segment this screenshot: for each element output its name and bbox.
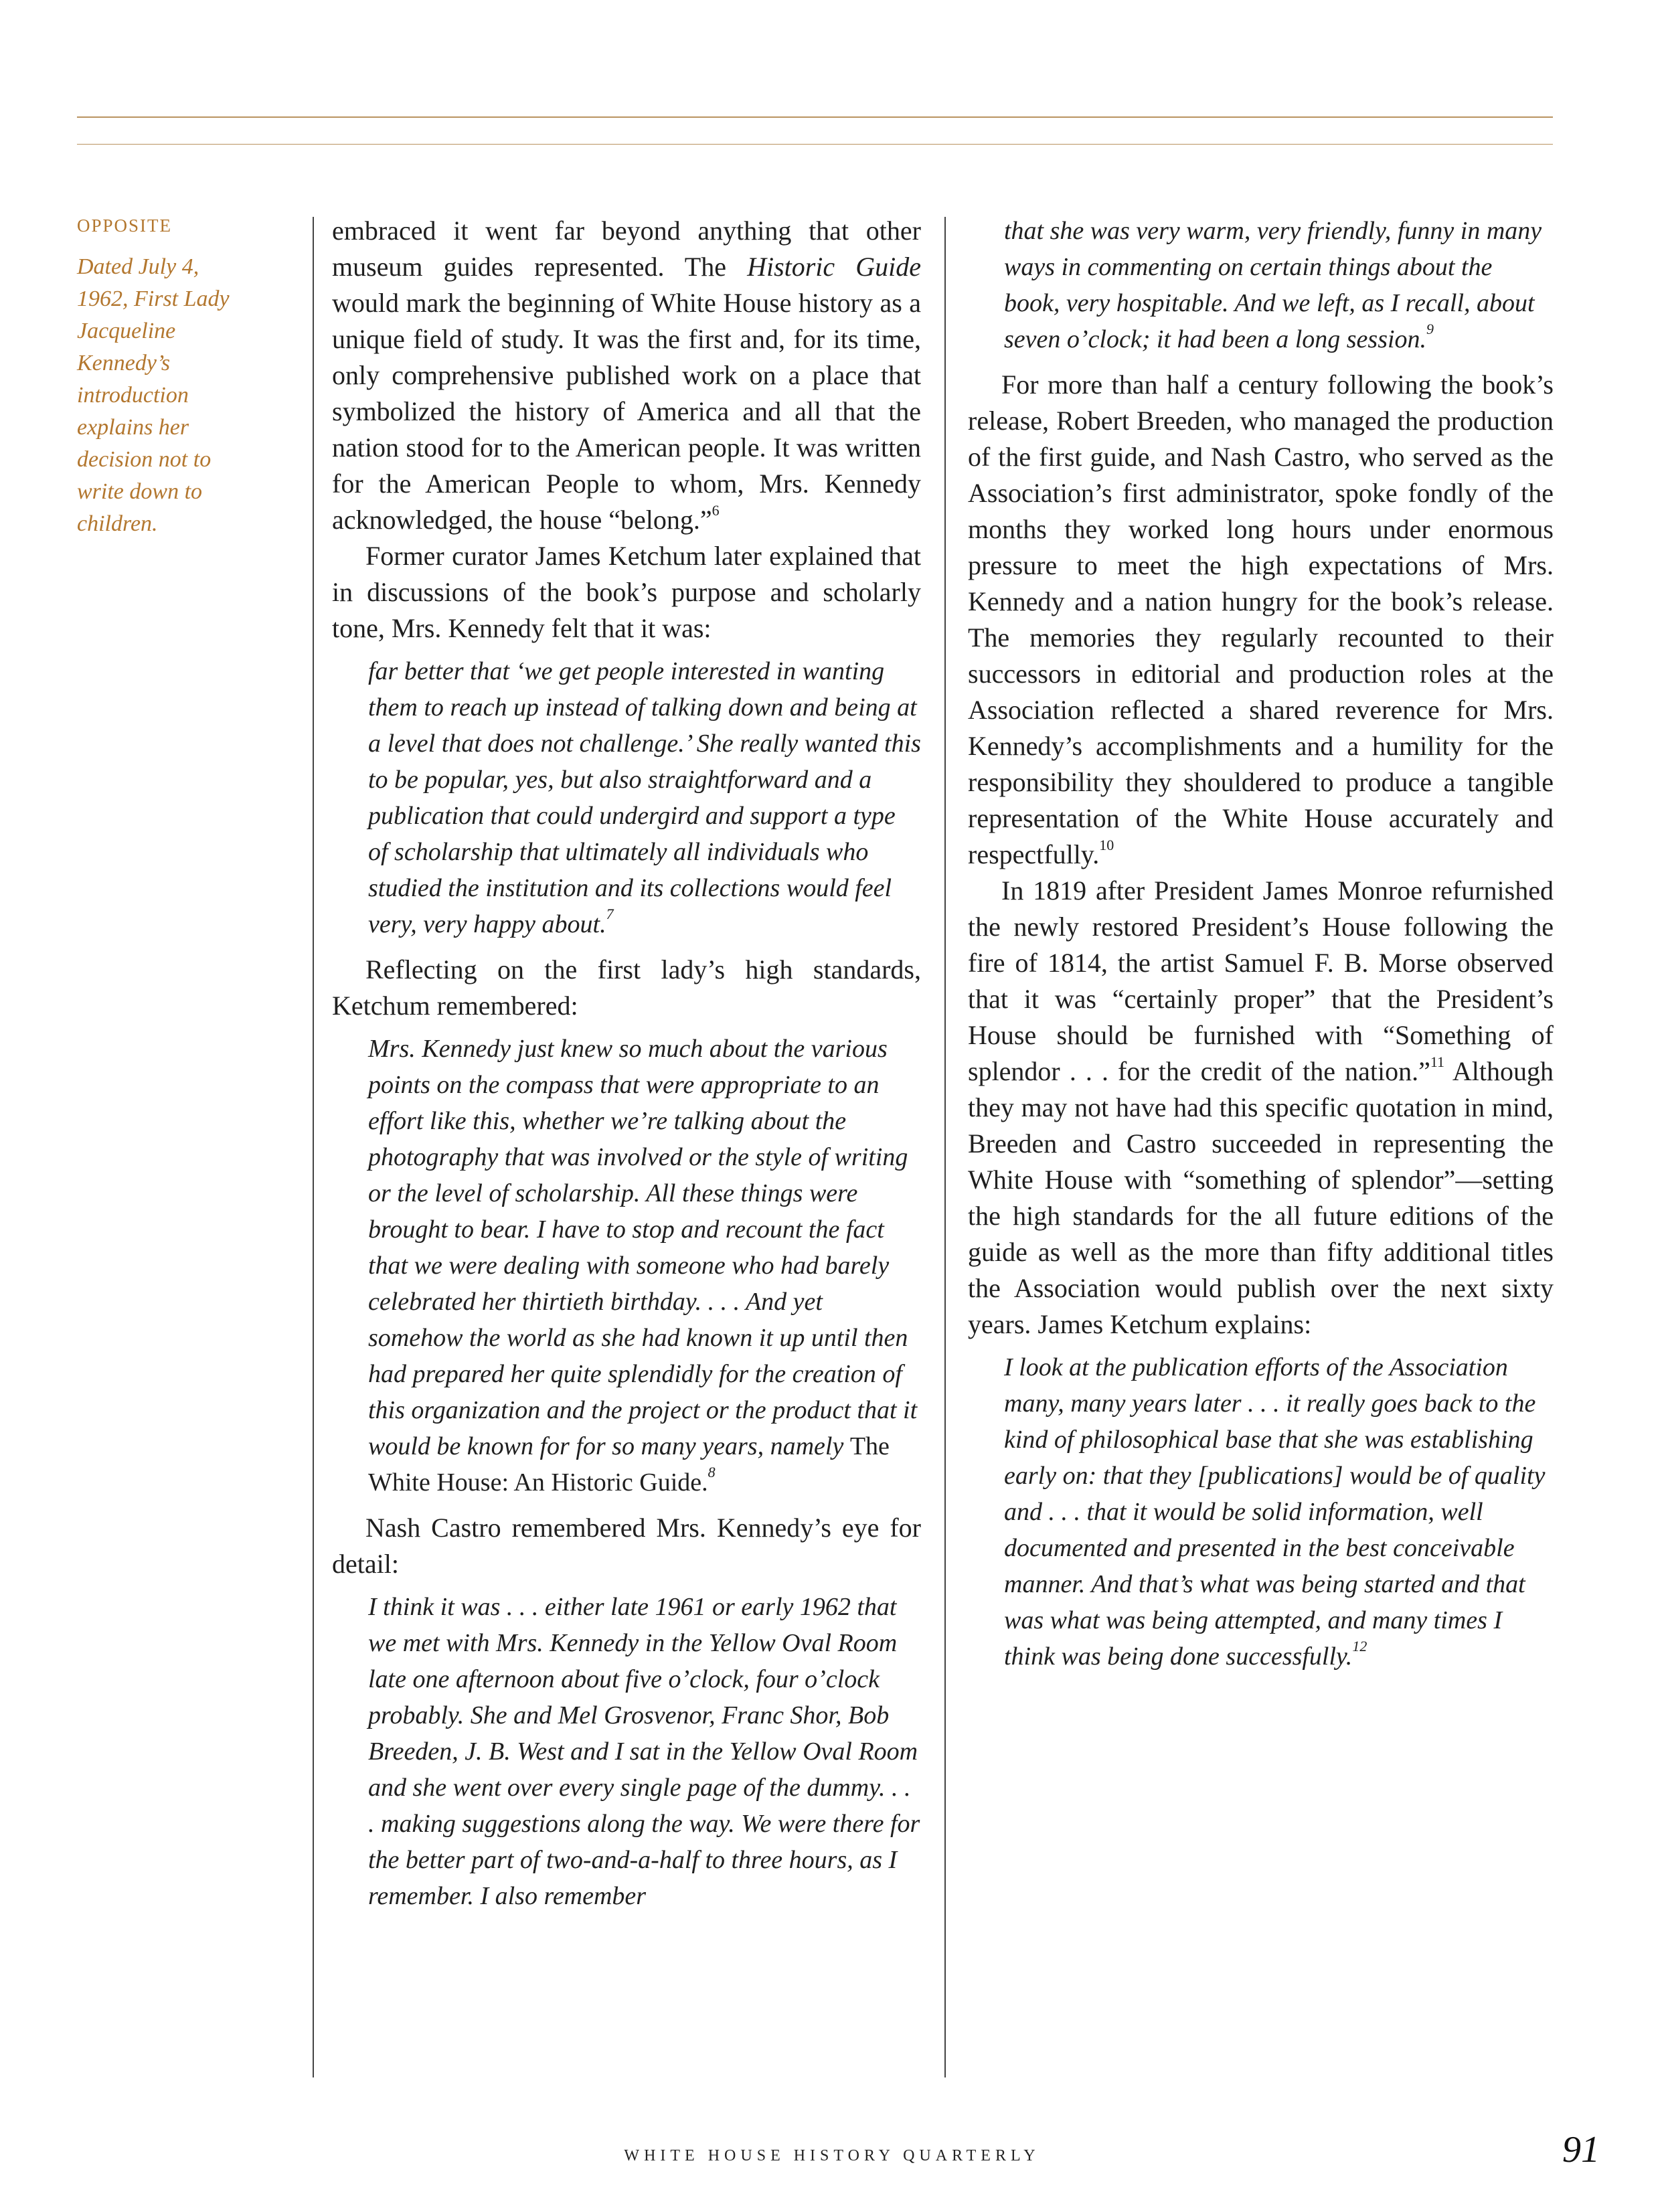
paragraph xyxy=(968,367,1554,873)
paragraph-text: Although they may not have had this specific quotation in mind, Breeden and Castro succeeded in representing the White House with “something of splendor”—setting the high standards for the all future editions of the guide as well as the more than fifty additional titles the Association would publish over the next sixty years. James Ketchum explains: xyxy=(968,1056,1554,1339)
footnote-ref: 8 xyxy=(708,1464,716,1481)
block-quote xyxy=(368,653,921,942)
caption-text: Dated July 4, 1962, First Lady Jacqueline Kennedy’s introduction explains her decision not to write down to children. xyxy=(77,254,230,536)
footnote-ref: 11 xyxy=(1430,1053,1445,1071)
paragraph: Nash Castro remembered Mrs. Kennedy’s eye for detail: xyxy=(332,1513,921,1579)
block-quote xyxy=(368,1589,921,1914)
paragraph-text: embraced it went far beyond anything that other museum guides represented. The xyxy=(332,216,921,282)
quote-text: I think it was . . . either late 1961 or early 1962 that we met with Mrs. Kennedy in the Yellow Oval Room late one afternoon about five o’clock, four o’clock probably. She and Mel Grosvenor, Franc Shor, Bob Breeden, J. B. West and I sat in the Yellow Oval Room and she went over every single page of the dummy. . . . making suggestions along the way. We were there for the better part of two-and-a-half to three hours, as I remember. I also remember xyxy=(368,1593,920,1910)
column-divider-right xyxy=(944,217,946,2077)
paragraph-text: In 1819 after President James Monroe refurnished the newly restored President’s House following the fire of 1814, the artist Samuel F. B. Morse observed that it was “certainly proper” that the President’s House should be furnished with “Something of splendor . . . for the credit of the nation.” xyxy=(968,875,1554,1086)
running-footer: WHITE HOUSE HISTORY QUARTERLY xyxy=(624,2147,1040,2164)
footnote-ref: 10 xyxy=(1099,837,1114,854)
paragraph xyxy=(968,873,1554,1343)
block-quote xyxy=(1004,1349,1554,1675)
quote-text: Mrs. Kennedy just knew so much about the various points on the compass that were appropriate to an effort like this, whether we’re talking about the photography that was involved or the style of writing or the level of scholarship. All these things were brought to bear. I have to stop and recount the fact that we were dealing with someone who had barely celebrated her thirtieth birthday. . . . And yet somehow the world as she had known it up until then had prepared her quite splendidly for the creation of this organization and the project or the product that it would be known for for so many years, namely xyxy=(368,1035,918,1460)
paragraph xyxy=(332,213,921,538)
quote-text: I look at the publication efforts of the Association many, many years later . . . it really goes back to the kind of philosophical base that she was establishing early on: that they [publications] would be of quality and . . . that it would be solid information, well documented and presented in the best conceivable manner. And that’s what was being started and that was what was being attempted, and many times I think was being done successfully. xyxy=(1004,1353,1546,1671)
caption-label: OPPOSITE xyxy=(77,216,173,236)
paragraph: Reflecting on the first lady’s high standards, Ketchum remembered: xyxy=(332,954,921,1021)
quote-text: that she was very warm, very friendly, funny in many ways in commenting on certain things about the book, very hospitable. And we left, as I recall, about seven o’clock; it had been a long session. xyxy=(1004,217,1542,353)
text-column-right xyxy=(968,213,1554,1684)
column-divider-left xyxy=(313,217,314,2077)
page-number: 91 xyxy=(1562,2129,1600,2171)
footnote-ref: 6 xyxy=(712,502,720,519)
paragraph-text: would mark the beginning of White House history as a unique field of study. It was the first and, for its time, only comprehensive published work on a place that symbolized the history of America and all that the nation stood for to the American people. It was written for the American People to whom, Mrs. Kennedy acknowledged, the house “belong.” xyxy=(332,288,921,535)
paragraph-text: For more than half a century following the book’s release, Robert Breeden, who managed the production of the first guide, and Nash Castro, who served as the Association’s first administrator, spoke fondly of the months they worked long hours under enormous pressure to meet the high expectations of Mrs. Kennedy and a nation hungry for the book’s release. The memories they regularly recounted to their successors in editorial and production roles at the Association reflected a shared reverence for Mrs. Kennedy’s accomplishments and a humility for the responsibility they shouldered to produce a tangible representation of the White House accurately and respectfully. xyxy=(968,369,1554,869)
top-rule xyxy=(77,116,1553,118)
book-title: The White House: An Historic Guide. xyxy=(368,1432,890,1497)
block-quote-continued xyxy=(1004,213,1554,357)
footnote-ref: 9 xyxy=(1426,321,1434,338)
sidebar-caption-block xyxy=(77,216,244,540)
footnote-ref: 7 xyxy=(606,906,614,923)
block-quote xyxy=(368,1031,921,1501)
text-column-left xyxy=(332,213,921,1924)
paragraph: Former curator James Ketchum later explained that in discussions of the book’s purpose and scholarly tone, Mrs. Kennedy felt that it was: xyxy=(332,541,921,643)
book-title: Historic Guide xyxy=(747,252,921,282)
footnote-ref: 12 xyxy=(1352,1638,1367,1655)
top-rule-thin xyxy=(77,144,1553,145)
quote-text: far better that ‘we get people interested in wanting them to reach up instead of talking down and being at a level that does not challenge.’ She really wanted this to be popular, yes, but also straightforward and a publication that could undergird and support a type of scholarship that ultimately all individuals who studied the institution and its collections would feel very, very happy about. xyxy=(368,657,921,938)
